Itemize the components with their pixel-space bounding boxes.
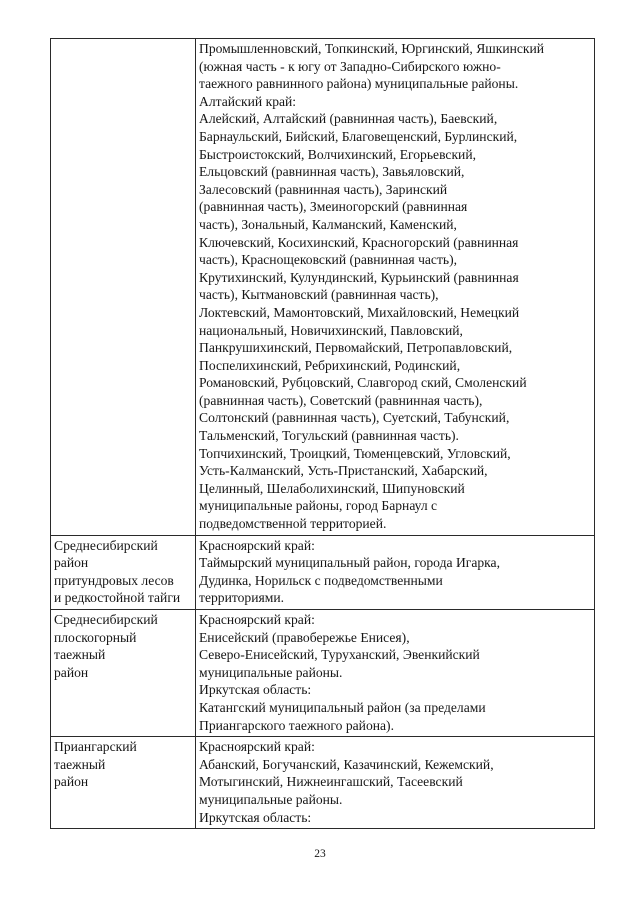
area-text-line: Ельцовский (равнинная часть), Завьяловский, xyxy=(199,164,465,180)
area-text-line: подведомственной территорией. xyxy=(199,516,387,532)
area-text-line: национальный, Новичихинский, Павловский, xyxy=(199,322,463,338)
area-text-line: Романовский, Рубцовский, Славгород ский, Смоленский xyxy=(199,375,527,391)
administrative-areas-cell xyxy=(196,610,595,737)
area-text-line: Катангский муниципальный район (за пределами xyxy=(199,699,486,715)
region-name-cell xyxy=(51,610,196,737)
region-name-cell xyxy=(51,737,196,829)
area-text-line: часть), Кытмановский (равнинная часть), xyxy=(199,287,439,303)
area-text-line: (равнинная часть), Змеиногорский (равнинная xyxy=(199,199,468,215)
area-text-line: (равнинная часть), Советский (равнинная часть), xyxy=(199,392,483,408)
region-name-line: район xyxy=(54,774,89,790)
area-text-line: Абанский, Богучанский, Казачинский, Кежемский, xyxy=(199,756,494,772)
area-text-line: Дудинка, Норильск с подведомственными xyxy=(199,572,443,588)
area-text-line: территориями. xyxy=(199,590,285,606)
area-text-line: муниципальные районы. xyxy=(199,664,343,680)
area-text-line: Промышленновский, Топкинский, Юргинский, Яшкинский xyxy=(199,41,545,56)
region-name-line: Среднесибирский xyxy=(54,537,158,553)
area-text-line: Красноярский край: xyxy=(199,537,315,553)
region-name-line: таежный xyxy=(54,756,106,772)
area-text-line: часть), Краснощековский (равнинная часть), xyxy=(199,252,458,268)
region-name-line: район xyxy=(54,555,89,571)
area-text-line: Залесовский (равнинная часть), Заринский xyxy=(199,181,448,197)
area-text-line: Тальменский, Тогульский (равнинная часть). xyxy=(199,428,459,444)
table-row xyxy=(51,39,595,536)
area-text-line: Ключевский, Косихинский, Красногорский (равнинная xyxy=(199,234,519,250)
table-row xyxy=(51,610,595,737)
area-text-line: часть), Зональный, Калманский, Каменский, xyxy=(199,216,457,232)
area-text-line: Таймырский муниципальный район, города Игарка, xyxy=(199,555,500,571)
administrative-areas-cell xyxy=(196,535,595,609)
area-text-line: таежного равнинного района) муниципальные районы. xyxy=(199,76,519,92)
area-text-line: Алейский, Алтайский (равнинная часть), Баевский, xyxy=(199,111,498,127)
area-text-line: муниципальные районы, город Барнаул с xyxy=(199,498,438,514)
table-row xyxy=(51,737,595,829)
area-text-line: Барнаульский, Бийский, Благовещенский, Бурлинский, xyxy=(199,128,518,144)
area-text-line: Солтонский (равнинная часть), Суетский, Табунский, xyxy=(199,410,510,426)
area-text-line: Мотыгинский, Нижнеингашский, Тасеевский xyxy=(199,774,463,790)
area-text-line: Приангарского таежного района). xyxy=(199,717,394,733)
page-number: 23 xyxy=(314,848,326,860)
area-text-line: (южная часть - к югу от Западно-Сибирского южно- xyxy=(199,58,501,74)
area-text-line: Быстроистокский, Волчихинский, Егорьевский, xyxy=(199,146,476,162)
region-name-line: Среднесибирский xyxy=(54,612,158,627)
regions-table-body xyxy=(51,39,595,829)
administrative-areas-cell xyxy=(196,39,595,536)
area-text-line: муниципальные районы. xyxy=(199,791,343,807)
administrative-areas-cell xyxy=(196,737,595,829)
table-row xyxy=(51,535,595,609)
region-name-line: Приангарский xyxy=(54,739,137,755)
area-text-line: Красноярский край: xyxy=(199,612,315,627)
region-name-line: таежный xyxy=(54,647,106,663)
region-name-line: район xyxy=(54,664,89,680)
area-text-line: Поспелихинский, Ребрихинский, Родинский, xyxy=(199,357,461,373)
area-text-line: Красноярский край: xyxy=(199,739,315,755)
region-name-line: плоскогорный xyxy=(54,629,137,645)
regions-table xyxy=(50,38,595,829)
area-text-line: Топчихинский, Троицкий, Тюменцевский, Угловский, xyxy=(199,445,511,461)
area-text-line: Локтевский, Мамонтовский, Михайловский, Немецкий xyxy=(199,304,520,320)
area-text-line: Алтайский край: xyxy=(199,93,297,109)
area-text-line: Северо-Енисейский, Туруханский, Эвенкийский xyxy=(199,647,480,663)
region-name-cell xyxy=(51,39,196,536)
area-text-line: Енисейский (правобережье Енисея), xyxy=(199,629,410,645)
region-name-line: и редкостойной тайги xyxy=(54,590,181,606)
area-text-line: Иркутская область: xyxy=(199,809,312,825)
area-text-line: Панкрушихинский, Первомайский, Петропавловский, xyxy=(199,340,513,356)
area-text-line: Усть-Калманский, Усть-Пристанский, Хабарский, xyxy=(199,463,488,479)
area-text-line: Целинный, Шелаболихинский, Шипуновский xyxy=(199,480,465,496)
region-name-line: притундровых лесов xyxy=(54,572,174,588)
region-name-cell xyxy=(51,535,196,609)
area-text-line: Иркутская область: xyxy=(199,682,312,698)
area-text-line: Крутихинский, Кулундинский, Курьинский (равнинная xyxy=(199,269,519,285)
